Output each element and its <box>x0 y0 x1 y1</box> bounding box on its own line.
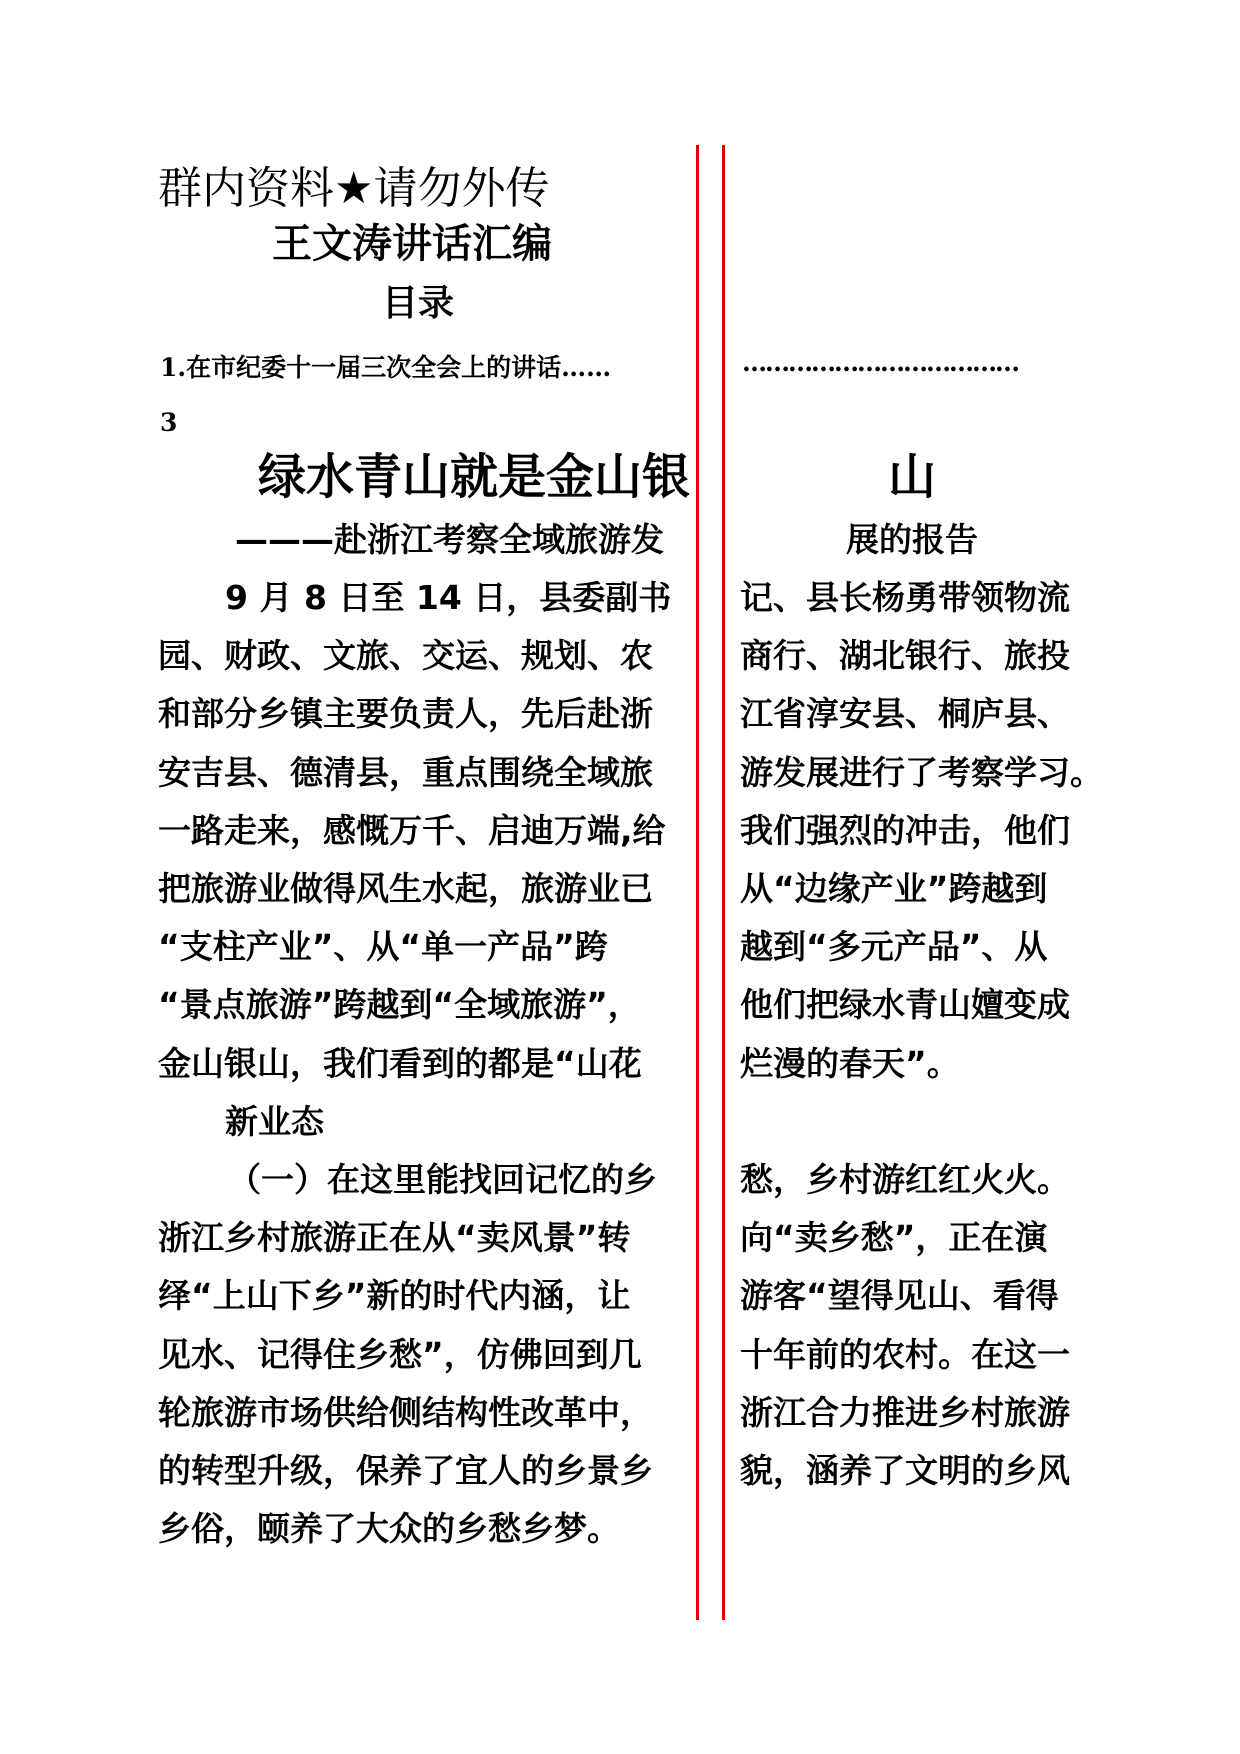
body-line-left: 绎“上山下乡”新的时代内涵，让 <box>158 1276 631 1315</box>
body-line-right: 我们强烈的冲击，他们 <box>740 811 1070 850</box>
article-subtitle-right: 展的报告 <box>846 520 978 559</box>
body-line-right: 越到“多元产品”、从 <box>740 927 1048 966</box>
body-line-right: 江省淳安县、桐庐县、 <box>740 694 1070 733</box>
body-line-left: “景点旅游”跨越到“全域旅游”， <box>158 985 641 1024</box>
body-line-right: 游客“望得见山、看得 <box>740 1276 1059 1315</box>
column-divider-right <box>722 145 725 1620</box>
body-line-left: 浙江乡村旅游正在从“卖风景”转 <box>158 1218 631 1257</box>
toc-heading: 目录 <box>382 283 455 324</box>
body-line-right: 记、县长杨勇带领物流 <box>740 578 1070 617</box>
article-subtitle-left: ———赴浙江考察全域旅游发 <box>235 520 664 559</box>
body-line-left: 把旅游业做得风生水起，旅游业已 <box>158 869 653 908</box>
toc-entry-dots: ……………………………… <box>742 348 1018 377</box>
body-line-right: 烂漫的春天”。 <box>740 1044 960 1083</box>
article-title-left: 绿水青山就是金山银 <box>258 449 691 505</box>
body-line-left: “支柱产业”、从“单一产品”跨 <box>158 927 608 966</box>
body-line-right: 他们把绿水青山嬗变成 <box>740 985 1070 1024</box>
body-line-left: 金山银山，我们看到的都是“山花 <box>158 1044 642 1083</box>
body-line-right: 商行、湖北银行、旅投 <box>740 636 1070 675</box>
body-line-right: 貌，涵养了文明的乡风 <box>740 1451 1070 1490</box>
body-line-left: 一路走来，感慨万千、启迪万端,给 <box>158 811 666 850</box>
body-line-left: （一）在这里能找回记忆的乡 <box>228 1160 657 1199</box>
body-line-right: 愁，乡村游红红火火。 <box>740 1160 1070 1199</box>
body-line-left: 见水、记得住乡愁”，仿佛回到几 <box>158 1335 642 1374</box>
column-divider-left <box>696 145 699 1620</box>
article-title-right: 山 <box>888 449 937 505</box>
confidential-notice: 群内资料★请勿外传 <box>158 163 550 214</box>
body-line-left: 9 月 8 日至 14 日，县委副书 <box>225 578 672 617</box>
body-line-left: 安吉县、德清县，重点围绕全域旅 <box>158 753 653 792</box>
body-line-left: 轮旅游市场供给侧结构性改革中， <box>158 1393 653 1432</box>
body-line-right: 向“卖乡愁”，正在演 <box>740 1218 1048 1257</box>
body-line-left: 的转型升级，保养了宜人的乡景乡 <box>158 1451 653 1490</box>
body-line-left: 乡俗，颐养了大众的乡愁乡梦。 <box>158 1509 620 1548</box>
toc-entry-page[interactable]: 3 <box>160 408 178 437</box>
toc-entry-text[interactable]: 1.在市纪委十一届三次全会上的讲话…… <box>160 353 612 382</box>
document-title: 王文涛讲话汇编 <box>272 221 552 267</box>
body-line-right: 十年前的农村。在这一 <box>740 1335 1070 1374</box>
body-line-right: 游发展进行了考察学习。 <box>740 753 1103 792</box>
body-line-left: 和部分乡镇主要负责人，先后赴浙 <box>158 694 653 733</box>
body-line-left: 新业态 <box>225 1102 324 1141</box>
body-line-left: 园、财政、文旅、交运、规划、农 <box>158 636 653 675</box>
body-line-right: 浙江合力推进乡村旅游 <box>740 1393 1070 1432</box>
body-line-right: 从“边缘产业”跨越到 <box>740 869 1048 908</box>
